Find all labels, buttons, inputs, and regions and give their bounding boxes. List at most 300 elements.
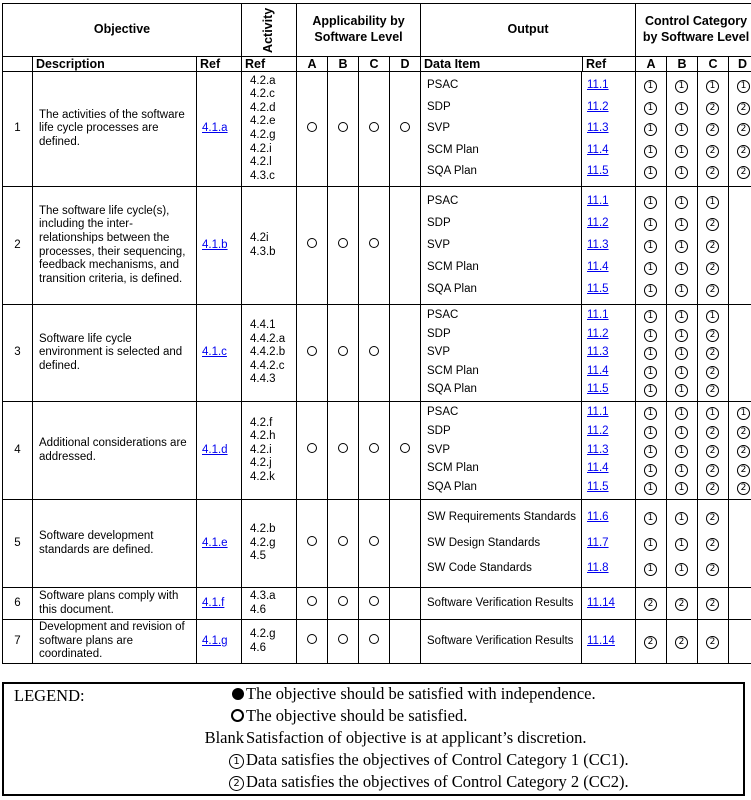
activity-ref: 4.4.2.a [250, 332, 286, 345]
applicability-level-d [390, 588, 421, 620]
open-circle-icon [338, 346, 348, 356]
control-category-a [635, 143, 666, 158]
cc2-icon: 2 [706, 464, 719, 477]
control-category-a [635, 100, 666, 115]
applicability-level-b [328, 402, 359, 500]
output-ref-link[interactable]: 11.14 [587, 596, 615, 609]
objective-ref-link[interactable]: 4.1.b [202, 238, 228, 251]
applicability-level-a [297, 187, 328, 305]
control-category-b [666, 634, 697, 649]
data-item: SDP [427, 327, 451, 340]
activity-ref: 4.2.l [250, 156, 272, 169]
control-category-b [666, 405, 697, 420]
control-category-b [666, 260, 697, 275]
output-ref-cell [581, 309, 635, 323]
control-category-a [635, 364, 666, 379]
objective-row [3, 305, 751, 402]
output-cell [421, 620, 751, 664]
control-category-c [697, 164, 728, 179]
cc2-icon: 2 [706, 102, 719, 115]
data-item: SVP [427, 346, 451, 359]
output-ref-link[interactable]: 11.2 [587, 100, 609, 113]
header-activity [242, 4, 297, 57]
legend-row-satisfied [4, 706, 744, 728]
output-ref-cell [581, 383, 635, 397]
activity-ref: 4.3.c [250, 169, 275, 182]
applicability-level-b [328, 305, 359, 402]
control-category-b [666, 443, 697, 458]
control-category-a [635, 462, 666, 477]
activity-ref: 4.2.k [250, 470, 275, 483]
cc1-icon: 1 [675, 240, 688, 253]
cc1-icon: 1 [675, 384, 688, 397]
cc1-icon: 1 [675, 464, 688, 477]
objective-row [3, 187, 751, 305]
objective-ref-cell [197, 500, 242, 588]
applicability-level-d [390, 72, 421, 187]
output-cell [421, 402, 751, 500]
cc2-icon: 2 [706, 284, 719, 297]
subheader-data-item: Data Item [421, 57, 583, 72]
control-category-a [635, 282, 666, 297]
open-circle-icon [307, 634, 317, 644]
data-item: SDP [427, 216, 451, 229]
cc1-icon: 1 [644, 445, 657, 458]
applicability-level-d [390, 305, 421, 402]
control-category-c [697, 327, 728, 342]
output-list [421, 72, 751, 186]
output-row [421, 443, 751, 458]
control-category-c [697, 424, 728, 439]
cc1-icon: 1 [644, 384, 657, 397]
cc1-icon: 1 [675, 538, 688, 551]
cc1-icon: 1 [675, 218, 688, 231]
objective-row [3, 588, 751, 620]
activity-ref: 4.2.d [250, 101, 276, 114]
cc2-icon: 2 [706, 347, 719, 360]
cc1-icon: 1 [675, 80, 688, 93]
output-list [421, 588, 751, 619]
applicability-level-b [328, 187, 359, 305]
objectives-table [2, 3, 751, 664]
cc1-icon: 1 [644, 464, 657, 477]
output-ref-cell [581, 481, 635, 495]
cc2-icon: 2 [737, 482, 750, 495]
header-output: Output [421, 4, 636, 57]
output-ref-link[interactable]: 11.5 [587, 282, 609, 295]
output-ref-link[interactable]: 11.3 [587, 443, 609, 456]
activity-ref: 4.2.c [250, 88, 275, 101]
cc1-icon: 1 [644, 240, 657, 253]
output-ref-link[interactable]: 11.3 [587, 346, 609, 359]
output-row [421, 327, 751, 342]
control-category-c [697, 282, 728, 297]
cc1-icon: 1 [644, 218, 657, 231]
objective-number: 1 [3, 72, 33, 187]
control-category-b [666, 596, 697, 611]
subheader-ref: Ref [197, 57, 242, 72]
cc2-icon: 2 [706, 366, 719, 379]
output-ref-link[interactable]: 11.1 [587, 79, 609, 92]
output-row [421, 164, 751, 179]
grid-line [728, 187, 729, 304]
output-row [421, 345, 751, 360]
grid-line [697, 402, 698, 499]
output-ref-cell [581, 562, 635, 576]
cc1-icon: 1 [644, 196, 657, 209]
cc1-icon: 1 [675, 512, 688, 525]
control-category-a [635, 327, 666, 342]
output-ref-link[interactable]: 11.3 [587, 238, 609, 251]
subheader-cc-c: C [698, 57, 729, 72]
output-row [421, 78, 751, 93]
output-row [421, 510, 751, 525]
objective-description: Software life cycle environment is selected and defined. [33, 305, 197, 402]
activity-ref: 4.2.e [250, 115, 276, 128]
objective-number: 7 [3, 620, 33, 664]
cc1-icon: 1 [644, 284, 657, 297]
output-row [421, 194, 751, 209]
cc2-icon: 2 [706, 636, 719, 649]
objective-ref-link[interactable]: 4.1.f [202, 596, 225, 609]
open-circle-icon [400, 443, 410, 453]
cc2-icon: 2 [706, 123, 719, 136]
cc1-icon: 1 [644, 512, 657, 525]
output-ref-cell [581, 346, 635, 360]
control-category-b [666, 100, 697, 115]
control-category-a [635, 536, 666, 551]
control-category-c [697, 634, 728, 649]
legend-box [2, 682, 745, 796]
grid-line [666, 620, 667, 663]
output-ref-link[interactable]: 11.5 [587, 481, 609, 494]
applicability-level-b [328, 500, 359, 588]
cc1-icon: 1 [644, 563, 657, 576]
grid-line [666, 500, 667, 587]
cc2-icon: 2 [737, 464, 750, 477]
output-ref-link[interactable]: 11.4 [587, 364, 609, 377]
cc1-icon: 1 [675, 196, 688, 209]
cc1-icon: 1 [675, 310, 688, 323]
control-category-c [697, 462, 728, 477]
activity-ref: 4.2.a [250, 74, 276, 87]
control-category-c [697, 596, 728, 611]
output-ref-link[interactable]: 11.6 [587, 511, 609, 524]
cc1-icon: 1 [644, 262, 657, 275]
header-activity-text: Activity [261, 7, 276, 53]
data-item: PSAC [427, 309, 459, 322]
applicability-level-c [359, 72, 390, 187]
control-category-b [666, 510, 697, 525]
applicability-level-b [328, 72, 359, 187]
output-ref-cell [581, 283, 635, 297]
output-ref-link[interactable]: 11.2 [587, 216, 609, 229]
objective-number: 5 [3, 500, 33, 588]
output-ref-link[interactable]: 11.2 [587, 424, 609, 437]
grid-line [728, 620, 729, 663]
open-circle-icon [231, 709, 244, 722]
activity-ref: 4.3.a [250, 589, 276, 602]
objective-row [3, 500, 751, 588]
control-category-c [697, 561, 728, 576]
subheader-level-d: D [390, 57, 421, 72]
output-ref-cell [581, 444, 635, 458]
output-row [421, 536, 751, 551]
activity-ref: 4.6 [250, 641, 266, 654]
activity-refs [242, 72, 297, 187]
output-row [421, 424, 751, 439]
data-item: SQA Plan [427, 165, 477, 178]
control-category-b [666, 78, 697, 93]
control-category-a [635, 634, 666, 649]
applicability-level-a [297, 72, 328, 187]
applicability-level-d [390, 402, 421, 500]
control-category-b [666, 364, 697, 379]
legend-row-independence [4, 684, 744, 706]
activity-refs [242, 187, 297, 305]
output-ref-link[interactable]: 11.4 [587, 462, 609, 475]
output-row [421, 634, 751, 649]
output-ref-link[interactable]: 11.7 [587, 536, 609, 549]
output-cell [421, 305, 751, 402]
grid-line [635, 305, 636, 401]
grid-line [728, 305, 729, 401]
open-circle-icon [307, 346, 317, 356]
open-circle-icon [338, 238, 348, 248]
objective-ref-link[interactable]: 4.1.d [202, 443, 228, 456]
grid-line [666, 588, 667, 619]
data-item: SCM Plan [427, 260, 479, 273]
grid-line [697, 187, 698, 304]
objective-ref-cell [197, 187, 242, 305]
output-list [421, 187, 751, 304]
data-item: SW Code Standards [427, 562, 532, 575]
objective-row [3, 620, 751, 664]
output-ref-link[interactable]: 11.4 [587, 260, 609, 273]
cc2-icon: 2 [706, 563, 719, 576]
output-ref-cell [581, 239, 635, 253]
control-category-b [666, 561, 697, 576]
grid-line [728, 500, 729, 587]
objective-ref-cell [197, 588, 242, 620]
applicability-level-b [328, 620, 359, 664]
data-item: SQA Plan [427, 481, 477, 494]
cc1-icon: 1 [644, 329, 657, 342]
output-ref-link[interactable]: 11.5 [587, 383, 609, 396]
cc1-icon: 1 [644, 538, 657, 551]
cc1-icon: 1 [675, 145, 688, 158]
control-category-c [697, 443, 728, 458]
subheader-cc-b: B [667, 57, 698, 72]
activity-ref: 4.2.g [250, 536, 276, 549]
data-item: Software Verification Results [427, 634, 574, 647]
output-list [421, 620, 751, 663]
output-ref-link[interactable]: 11.2 [587, 327, 609, 340]
control-category-c [697, 345, 728, 360]
cc2-icon: 2 [706, 262, 719, 275]
output-ref-cell [581, 101, 635, 115]
open-circle-icon [369, 634, 379, 644]
cc1-icon: 1 [644, 80, 657, 93]
legend-symbol-cc2 [144, 772, 244, 792]
activity-ref: 4.2.j [250, 457, 272, 470]
output-ref-cell [581, 217, 635, 231]
grid-line [666, 402, 667, 499]
cc2-icon: 2 [737, 123, 750, 136]
cc2-icon: 2 [706, 240, 719, 253]
activity-ref: 4.6 [250, 603, 266, 616]
applicability-level-a [297, 620, 328, 664]
cc2-icon: 2 [706, 512, 719, 525]
cc1-icon: 1 [737, 80, 750, 93]
header-control-category: Control Category by Software Level [636, 4, 751, 57]
legend-text: Data satisfies the objectives of Control Category 1 (CC1). [246, 750, 629, 769]
cc2-icon: 2 [706, 145, 719, 158]
output-ref-link[interactable]: 11.5 [587, 165, 609, 178]
control-category-d [728, 164, 751, 179]
data-item: PSAC [427, 79, 459, 92]
data-item: SCM Plan [427, 462, 479, 475]
control-category-d [728, 100, 751, 115]
output-ref-cell [581, 425, 635, 439]
cc2-icon: 2 [706, 445, 719, 458]
legend-row-cc2 [4, 772, 744, 794]
applicability-level-a [297, 500, 328, 588]
subheader-level-b: B [328, 57, 359, 72]
control-category-b [666, 536, 697, 551]
control-category-c [697, 405, 728, 420]
activity-ref: 4.2.g [250, 129, 276, 141]
open-circle-icon [338, 443, 348, 453]
legend-symbol-filled [144, 684, 244, 704]
cc1-icon: 1 [675, 445, 688, 458]
subheader-level-a: A [297, 57, 328, 72]
grid-line [581, 500, 582, 587]
output-ref-cell [581, 597, 635, 611]
cc1-icon: 1 [675, 123, 688, 136]
data-item: PSAC [427, 194, 459, 207]
control-category-c [697, 121, 728, 136]
objective-description: Software plans comply with this document. [33, 588, 197, 620]
applicability-level-c [359, 620, 390, 664]
activity-ref: 4.2i [250, 231, 269, 244]
activity-ref: 4.4.2.b [250, 346, 286, 359]
output-row [421, 480, 751, 495]
output-ref-link[interactable]: 11.1 [587, 406, 609, 419]
grid-line [666, 72, 667, 186]
data-item: SQA Plan [427, 282, 477, 295]
cc1-icon: 1 [644, 482, 657, 495]
cc1-icon: 1 [675, 563, 688, 576]
cc1-icon: 1 [644, 347, 657, 360]
output-ref-link[interactable]: 11.1 [587, 194, 609, 207]
subheader-cc-d: D [729, 57, 751, 72]
cc1-icon: 1 [675, 329, 688, 342]
cc1-icon: 1 [675, 407, 688, 420]
control-category-c [697, 194, 728, 209]
data-item: SW Requirements Standards [427, 511, 576, 524]
grid-line [697, 305, 698, 401]
cc2-icon: 2 [644, 598, 657, 611]
output-row [421, 100, 751, 115]
legend-symbol-open [144, 706, 244, 726]
output-ref-link[interactable]: 11.3 [587, 122, 609, 135]
control-category-b [666, 382, 697, 397]
cc2-icon: 2 [737, 445, 750, 458]
control-category-d [728, 78, 751, 93]
cc1-icon: 1 [229, 754, 244, 769]
objective-ref-link[interactable]: 4.1.a [202, 122, 228, 135]
output-list [421, 500, 751, 587]
output-cell [421, 588, 751, 620]
output-row [421, 462, 751, 477]
subheader-description: Description [33, 57, 197, 72]
control-category-a [635, 308, 666, 323]
output-row [421, 216, 751, 231]
cc1-icon: 1 [644, 102, 657, 115]
activity-refs [242, 402, 297, 500]
open-circle-icon [338, 536, 348, 546]
grid-line [581, 402, 582, 499]
open-circle-icon [307, 238, 317, 248]
output-ref-link[interactable]: 11.14 [587, 634, 615, 647]
output-ref-cell [581, 122, 635, 136]
objective-ref-link[interactable]: 4.1.g [202, 634, 228, 647]
legend-text: Satisfaction of objective is at applicant’s discretion. [246, 728, 587, 747]
output-ref-link[interactable]: 11.8 [587, 562, 609, 575]
applicability-level-d [390, 500, 421, 588]
output-ref-link[interactable]: 11.4 [587, 143, 609, 156]
control-category-b [666, 216, 697, 231]
data-item: SDP [427, 100, 451, 113]
objective-number: 3 [3, 305, 33, 402]
cc1-icon: 1 [644, 407, 657, 420]
data-item: PSAC [427, 406, 459, 419]
cc2-icon: 2 [706, 426, 719, 439]
cc2-icon: 2 [706, 218, 719, 231]
applicability-level-c [359, 402, 390, 500]
output-ref-cell [581, 144, 635, 158]
open-circle-icon [338, 634, 348, 644]
control-category-c [697, 78, 728, 93]
legend-symbol-blank: Blank [204, 728, 244, 747]
legend-symbol-cc1 [144, 750, 244, 770]
activity-refs [242, 588, 297, 620]
objective-ref-link[interactable]: 4.1.e [202, 536, 228, 549]
control-category-b [666, 308, 697, 323]
output-row [421, 405, 751, 420]
control-category-b [666, 164, 697, 179]
control-category-b [666, 462, 697, 477]
cc1-icon: 1 [675, 166, 688, 179]
control-category-a [635, 480, 666, 495]
output-ref-cell [581, 635, 635, 649]
control-category-b [666, 480, 697, 495]
open-circle-icon [400, 122, 410, 132]
objective-description: The activities of the software life cycle processes are defined. [33, 72, 197, 187]
activity-ref: 4.2.f [250, 416, 273, 429]
objective-ref-link[interactable]: 4.1.c [202, 346, 227, 359]
output-ref-link[interactable]: 11.1 [587, 309, 609, 322]
output-list [421, 305, 751, 401]
applicability-level-a [297, 402, 328, 500]
header-applicability: Applicability by Software Level [297, 4, 421, 57]
control-category-a [635, 238, 666, 253]
open-circle-icon [307, 536, 317, 546]
grid-line [635, 187, 636, 304]
legend-text: The objective should be satisfied with independence. [246, 684, 596, 703]
output-row [421, 282, 751, 297]
